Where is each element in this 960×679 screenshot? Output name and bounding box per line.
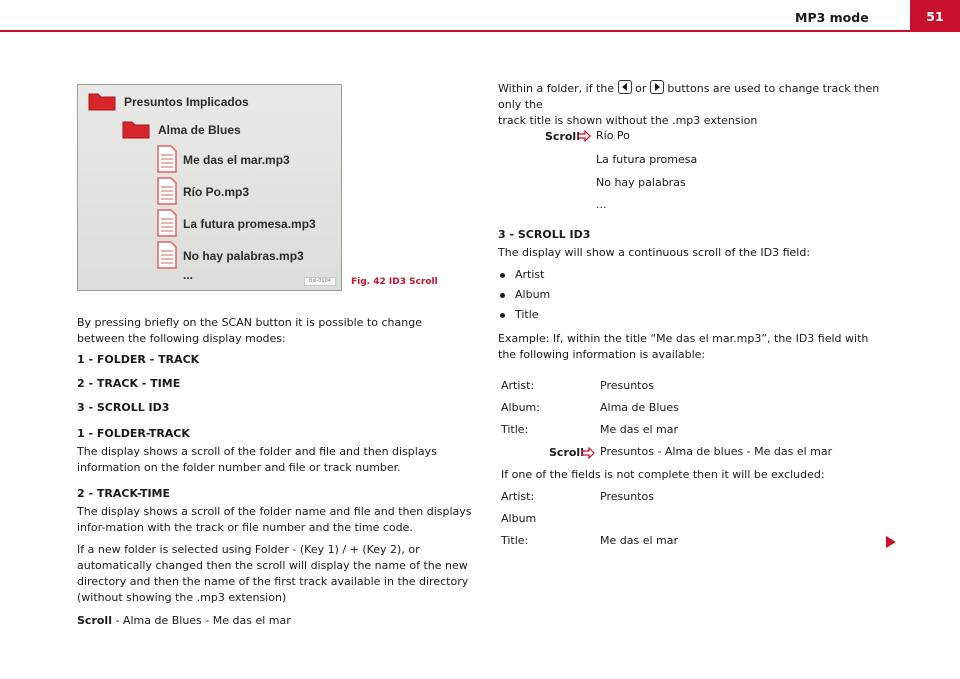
mp3-file-icon	[157, 177, 177, 205]
scroll-item: No hay palabras	[596, 176, 686, 189]
mode-item: 2 - TRACK - TIME	[77, 377, 181, 390]
bullet-icon	[500, 293, 505, 298]
bullet-item: Title	[515, 308, 539, 321]
id3-value: Presuntos	[600, 490, 654, 503]
tree-folder-label: Presuntos Implicados	[124, 95, 249, 109]
id3-key: Artist:	[501, 379, 535, 392]
bullet-item: Artist	[515, 268, 545, 281]
id3-value: Presuntos	[600, 379, 654, 392]
intro-text: Within a folder, if the	[498, 82, 615, 95]
intro-text: buttons are used to change track then only the	[498, 82, 880, 111]
mode-item: 1 - FOLDER - TRACK	[77, 353, 200, 366]
id3-key: Title:	[501, 423, 529, 436]
tree-file-label: No hay palabras.mp3	[183, 249, 304, 263]
id3-value: Me das el mar	[600, 534, 679, 547]
section-heading: 2 - TRACK-TIME	[77, 487, 171, 500]
mp3-file-icon	[157, 241, 177, 269]
bullet-icon	[500, 273, 505, 278]
bullet-icon	[500, 313, 505, 318]
example-text: Example: If, within the title “Me das el mar.mp3”, the ID3 field with the following information is available:	[498, 332, 869, 361]
section-heading: 1 - FOLDER-TRACK	[77, 427, 190, 440]
intro-paragraph: By pressing briefly on the SCAN button it is possible to change between the following display modes:	[77, 316, 422, 345]
section-text: The display shows a scroll of the folder and file and then displays information on the folder number and file or track number.	[77, 445, 437, 474]
section-text: The display shows a scroll of the folder name and file and then displays infor-mation with the track or file number and the time code.	[77, 505, 472, 534]
scroll-arrow-icon	[581, 447, 595, 459]
scroll-arrow-icon	[577, 130, 591, 142]
prev-track-button-icon	[618, 80, 632, 94]
page-number: 51	[926, 9, 944, 24]
right-intro	[498, 80, 898, 129]
tree-file-label: Río Po.mp3	[183, 185, 250, 199]
folder-icon	[88, 91, 116, 111]
section-text: The display will show a continuous scroll of the ID3 field:	[498, 246, 811, 259]
mp3-file-icon	[157, 145, 177, 173]
id3-key: Artist:	[501, 490, 535, 503]
id3-key: Title:	[501, 534, 529, 547]
scroll-value: - Alma de Blues - Me das el mar	[111, 614, 291, 627]
section-heading: 3 - SCROLL ID3	[498, 228, 591, 241]
id3-value: Me das el mar	[600, 423, 679, 436]
bullet-item: Album	[515, 288, 551, 301]
figure-id-tag: Bsl-0104	[304, 277, 336, 286]
scroll-item: Río Po	[596, 129, 630, 142]
continue-arrow-icon	[885, 535, 897, 549]
id3-scroll-figure	[77, 84, 342, 291]
scroll-item: La futura promesa	[596, 153, 698, 166]
tree-file-label: Me das el mar.mp3	[183, 153, 290, 167]
id3-value: Alma de Blues	[600, 401, 679, 414]
page-section-title: MP3 mode	[795, 10, 869, 25]
scroll-label: Scroll	[549, 446, 584, 459]
scroll-example	[77, 613, 472, 629]
scroll-label: Scroll	[77, 614, 112, 627]
tree-subfolder-label: Alma de Blues	[158, 123, 241, 137]
mp3-file-icon	[157, 209, 177, 237]
intro-text: or	[635, 82, 647, 95]
folder-icon	[122, 119, 150, 139]
id3-key: Album	[501, 512, 537, 525]
scroll-value: Presuntos - Alma de blues - Me das el mar	[600, 445, 833, 458]
scroll-label: Scroll	[545, 130, 580, 143]
header-rule	[0, 30, 960, 32]
intro-text: track title is shown without the .mp3 extension	[498, 114, 758, 127]
tree-file-label: La futura promesa.mp3	[183, 217, 316, 231]
id3-key: Album:	[501, 401, 540, 414]
tree-ellipsis: ...	[183, 268, 194, 282]
scroll-item: ...	[596, 198, 607, 211]
section-text: If a new folder is selected using Folder - (Key 1) / + (Key 2), or automatically changed then the scroll will display the name of the new directory and then the name of the first track available in the directory (without showing the .mp3 extension)	[77, 543, 469, 604]
figure-caption: Fig. 42 ID3 Scroll	[351, 277, 438, 287]
note-text: If one of the fields is not complete then it will be excluded:	[501, 468, 825, 481]
next-track-button-icon	[650, 80, 664, 94]
mode-item: 3 - SCROLL ID3	[77, 401, 170, 414]
